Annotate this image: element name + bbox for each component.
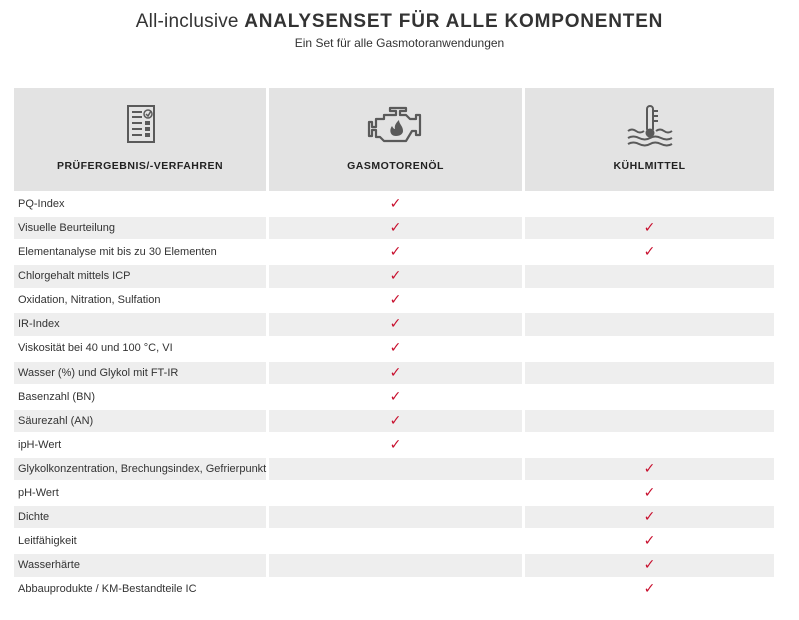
row-label: Wasserhärte <box>18 559 80 572</box>
check-icon: ✓ <box>389 412 402 429</box>
coolant-cell <box>525 530 774 552</box>
check-icon: ✓ <box>643 460 656 477</box>
coolant-cell <box>525 289 774 311</box>
coolant-cell <box>525 578 774 600</box>
coolant-cell <box>525 362 774 384</box>
row-label-cell <box>14 265 266 287</box>
column-header-gas-engine-oil <box>269 88 522 191</box>
gas-engine-oil-cell <box>269 337 522 359</box>
row-label-cell <box>14 193 266 215</box>
coolant-cell <box>525 337 774 359</box>
table-row <box>14 313 774 335</box>
check-icon: ✓ <box>643 244 656 261</box>
title-prefix: All-inclusive <box>135 11 245 32</box>
gas-engine-oil-cell <box>269 506 522 528</box>
row-label-cell <box>14 386 266 408</box>
title-main: ANALYSENSET FÜR ALLE KOMPONENTEN <box>244 11 664 32</box>
table-row <box>14 217 774 239</box>
check-icon: ✓ <box>389 292 402 309</box>
row-label-cell <box>14 241 266 263</box>
row-label-cell <box>14 362 266 384</box>
page-subtitle: Ein Set für alle Gasmotoranwendungen <box>294 36 505 50</box>
row-label: Viskosität bei 40 und 100 °C, VI <box>18 342 173 355</box>
row-label: IR-Index <box>18 318 60 331</box>
gas-engine-oil-cell <box>269 193 522 215</box>
check-icon: ✓ <box>643 484 656 501</box>
gas-engine-oil-cell <box>269 482 522 504</box>
row-label-cell <box>14 217 266 239</box>
gas-engine-oil-cell <box>269 410 522 432</box>
gas-engine-oil-cell <box>269 313 522 335</box>
column-header-coolant <box>525 88 774 191</box>
engine-flame-icon <box>366 103 426 147</box>
row-label-cell <box>14 289 266 311</box>
table-row <box>14 530 774 552</box>
gas-engine-oil-cell <box>269 554 522 576</box>
row-label: Abbauprodukte / KM-Bestandteile IC <box>18 583 197 596</box>
row-label-cell <box>14 482 266 504</box>
row-label-cell <box>14 458 266 480</box>
table-row <box>14 265 774 287</box>
table-row <box>14 241 774 263</box>
row-label: pH-Wert <box>18 486 59 499</box>
table-row <box>14 578 774 600</box>
table-row <box>14 289 774 311</box>
row-label-cell <box>14 578 266 600</box>
row-label: Wasser (%) und Glykol mit FT-IR <box>18 366 179 379</box>
table-row <box>14 410 774 432</box>
gas-engine-oil-cell <box>269 434 522 456</box>
row-label-cell <box>14 530 266 552</box>
page-title <box>0 10 799 34</box>
column-header-procedure <box>14 88 266 191</box>
table-row <box>14 458 774 480</box>
table-body <box>14 193 774 601</box>
table-row <box>14 506 774 528</box>
table-row <box>14 362 774 384</box>
table-header <box>14 88 774 191</box>
row-label: Oxidation, Nitration, Sulfation <box>18 294 161 307</box>
coolant-cell <box>525 554 774 576</box>
row-label-cell <box>14 434 266 456</box>
row-label-cell <box>14 506 266 528</box>
check-icon: ✓ <box>643 533 656 550</box>
table-row <box>14 337 774 359</box>
row-label: Visuelle Beurteilung <box>18 222 116 235</box>
coolant-cell <box>525 386 774 408</box>
check-icon: ✓ <box>643 581 656 598</box>
row-label: Dichte <box>18 511 50 524</box>
check-icon: ✓ <box>389 316 402 333</box>
column-label: PRÜFERGEBNIS/-VERFAHREN <box>56 160 224 172</box>
coolant-cell <box>525 241 774 263</box>
column-label: KÜHLMITTEL <box>613 160 686 172</box>
table-row <box>14 554 774 576</box>
row-label: Elementanalyse mit bis zu 30 Elementen <box>18 246 217 259</box>
row-label: Glykolkonzentration, Brechungsindex, Gefrierpunkt <box>18 462 267 475</box>
coolant-cell <box>525 506 774 528</box>
check-icon: ✓ <box>389 388 402 405</box>
coolant-temperature-icon <box>620 103 680 147</box>
check-icon: ✓ <box>643 509 656 526</box>
comparison-table <box>14 88 774 602</box>
coolant-cell <box>525 482 774 504</box>
coolant-cell <box>525 313 774 335</box>
check-icon: ✓ <box>643 557 656 574</box>
row-label-cell <box>14 337 266 359</box>
row-label: ipH-Wert <box>18 438 62 451</box>
gas-engine-oil-cell <box>269 458 522 480</box>
coolant-cell <box>525 193 774 215</box>
gas-engine-oil-cell <box>269 241 522 263</box>
check-icon: ✓ <box>389 196 402 212</box>
row-label: Säurezahl (AN) <box>18 414 94 427</box>
row-label-cell <box>14 313 266 335</box>
coolant-cell <box>525 265 774 287</box>
check-icon: ✓ <box>643 220 656 237</box>
row-label: Leitfähigkeit <box>18 535 77 548</box>
gas-engine-oil-cell <box>269 289 522 311</box>
row-label-cell <box>14 410 266 432</box>
check-icon: ✓ <box>389 436 402 453</box>
row-label: PQ-Index <box>18 198 65 210</box>
check-icon: ✓ <box>389 364 402 381</box>
coolant-cell <box>525 217 774 239</box>
check-icon: ✓ <box>389 220 402 237</box>
gas-engine-oil-cell <box>269 530 522 552</box>
gas-engine-oil-cell <box>269 265 522 287</box>
table-row <box>14 482 774 504</box>
table-row <box>14 434 774 456</box>
check-icon: ✓ <box>389 244 402 261</box>
checklist-icon <box>110 103 170 147</box>
check-icon: ✓ <box>389 340 402 357</box>
coolant-cell <box>525 410 774 432</box>
gas-engine-oil-cell <box>269 578 522 600</box>
row-label-cell <box>14 554 266 576</box>
coolant-cell <box>525 458 774 480</box>
table-row <box>14 386 774 408</box>
gas-engine-oil-cell <box>269 386 522 408</box>
coolant-cell <box>525 434 774 456</box>
table-row <box>14 193 774 215</box>
page-header <box>0 10 799 51</box>
row-label: Basenzahl (BN) <box>18 390 96 403</box>
column-label: GASMOTORENÖL <box>347 160 444 172</box>
row-label: Chlorgehalt mittels ICP <box>18 270 131 283</box>
gas-engine-oil-cell <box>269 362 522 384</box>
check-icon: ✓ <box>389 268 402 285</box>
gas-engine-oil-cell <box>269 217 522 239</box>
